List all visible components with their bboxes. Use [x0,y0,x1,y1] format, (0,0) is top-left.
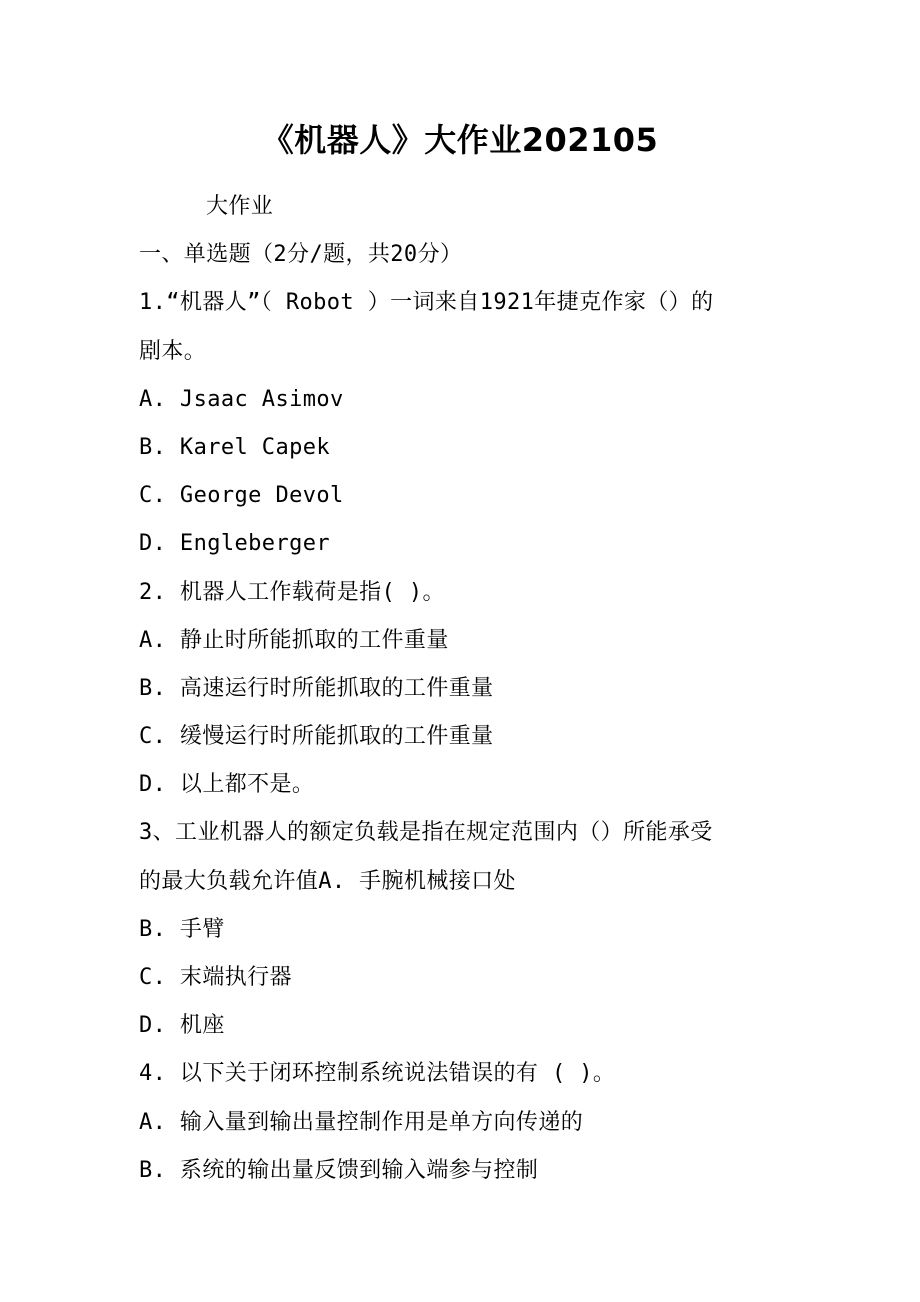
question-1-option-a: A. Jsaac Asimov [139,386,344,412]
question-4-text: 4. 以下关于闭环控制系统说法错误的有 ( )。 [139,1061,616,1087]
question-2-option-a: A. 静止时所能抓取的工件重量 [139,627,449,653]
section-heading: 大作业 [206,194,274,219]
question-3-text: 3、工业机器人的额定负载是指在规定范围内（）所能承受 [139,820,713,846]
question-2-option-c: C. 缓慢运行时所能抓取的工件重量 [139,724,494,750]
document-title: 《机器人》大作业202105 [261,121,659,159]
question-4-option-b: B. 系统的输出量反馈到输入端参与控制 [139,1157,539,1183]
question-4-option-a: A. 输入量到输出量控制作用是单方向传递的 [139,1109,584,1135]
question-group-heading: 一、单选题（2分/题，共20分） [139,242,463,268]
question-3-option-d: D. 机座 [139,1013,225,1039]
question-1-option-b: B. Karel Capek [139,434,331,460]
question-3-text-continued: 的最大负载允许值A. 手腕机械接口处 [139,868,516,894]
question-1-option-d: D. Engleberger [139,531,331,557]
question-2-option-b: B. 高速运行时所能抓取的工件重量 [139,675,494,701]
question-3-option-b: B. 手臂 [139,916,225,942]
question-1-text-continued: 剧本。 [139,338,207,364]
question-2-text: 2. 机器人工作载荷是指( )。 [139,579,445,605]
question-3-option-c: C. 末端执行器 [139,965,292,990]
question-1-text: 1.“机器人”（ Robot ）一词来自1921年捷克作家（）的 [139,290,714,316]
document-body [139,183,799,1195]
question-2-option-d: D. 以上都不是。 [139,772,315,798]
question-1-option-c: C. George Devol [139,483,344,509]
